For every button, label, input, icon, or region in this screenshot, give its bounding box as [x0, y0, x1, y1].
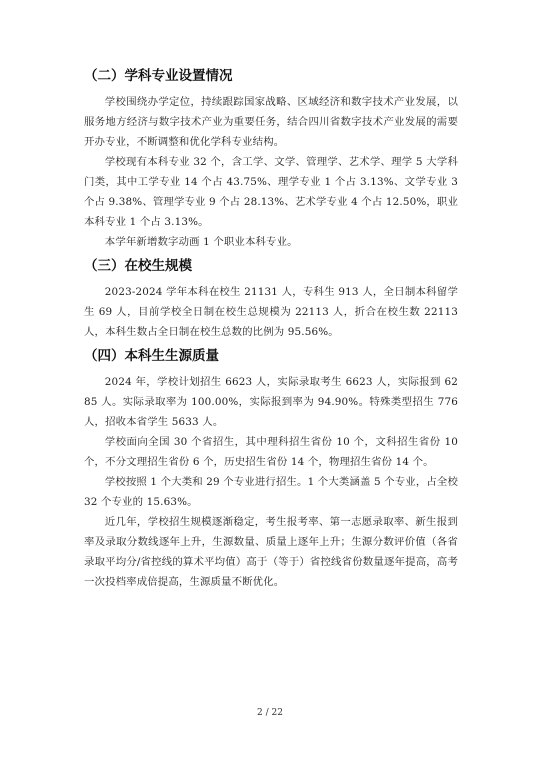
- paragraph: 本学年新增数字动画 1 个职业本科专业。: [104, 236, 298, 248]
- page-number: 2 / 22: [257, 708, 283, 718]
- paragraph: 学校围绕办学定位，持续跟踪国家战略、区域经济和数字技术产业发展，以服务地方经济与数字技术产业为重要任务，结合四川省数字技术产业发展的需要开办专业，不断调整和优化学科专业结构。: [84, 96, 458, 148]
- section-student-quality: [84, 346, 458, 592]
- paragraph: 学校面向全国 30 个省招生，其中理科招生省份 10 个，文科招生省份 10 个，不分文理招生省份 6 个，历史招生省份 14 个，物理招生省份 14 个。: [84, 436, 458, 468]
- section-heading: （四）本科生生源质量: [84, 348, 219, 364]
- section-heading: （二）学科专业设置情况: [84, 68, 233, 84]
- paragraph: 学校现有本科专业 32 个，含工学、文学、管理学、艺术学、理学 5 大学科门类，其中工学专业 14 个占 43.75%、理学专业 1 个占 3.13%、文学专业 3 个占 9.38%、管理学专业 9 个占 28.13%、艺术学专业 4 个占 12.50%，职业本科专业 1 个占 3.13%。: [84, 156, 458, 228]
- paragraph: 学校按照 1 个大类和 29 个专业进行招生。1 个大类涵盖 5 个专业，占全校 32 个专业的 15.63%。: [84, 476, 458, 508]
- section-enrollment-size: [84, 256, 458, 342]
- paragraph: 2023-2024 学年本科在校生 21131 人，专科生 913 人，全日制本科留学生 69 人，目前学校全日制在校生总规模为 22113 人，折合在校生数 22113 人，本科生数占全日制在校生总数的比例为 95.56%。: [84, 286, 458, 338]
- section-heading: （三）在校生规模: [84, 258, 192, 274]
- paragraph: 2024 年，学校计划招生 6623 人，实际录取考生 6623 人，实际报到 6285 人。实际录取率为 100.00%，实际报到率为 94.90%。特殊类型招生 776 人，招收本省学生 5633 人。: [84, 376, 458, 428]
- document-body: [84, 66, 458, 592]
- paragraph: 近几年，学校招生规模逐渐稳定，考生报考率、第一志愿录取率、新生报到率及录取分数线逐年上升，生源数量、质量上逐年上升；生源分数评价值（各省录取平均分/省控线的算术平均值）高于（等于）省控线省份数量逐年提高，高考一次投档率成倍提高，生源质量不断优化。: [84, 516, 458, 588]
- section-discipline-setup: [84, 66, 458, 252]
